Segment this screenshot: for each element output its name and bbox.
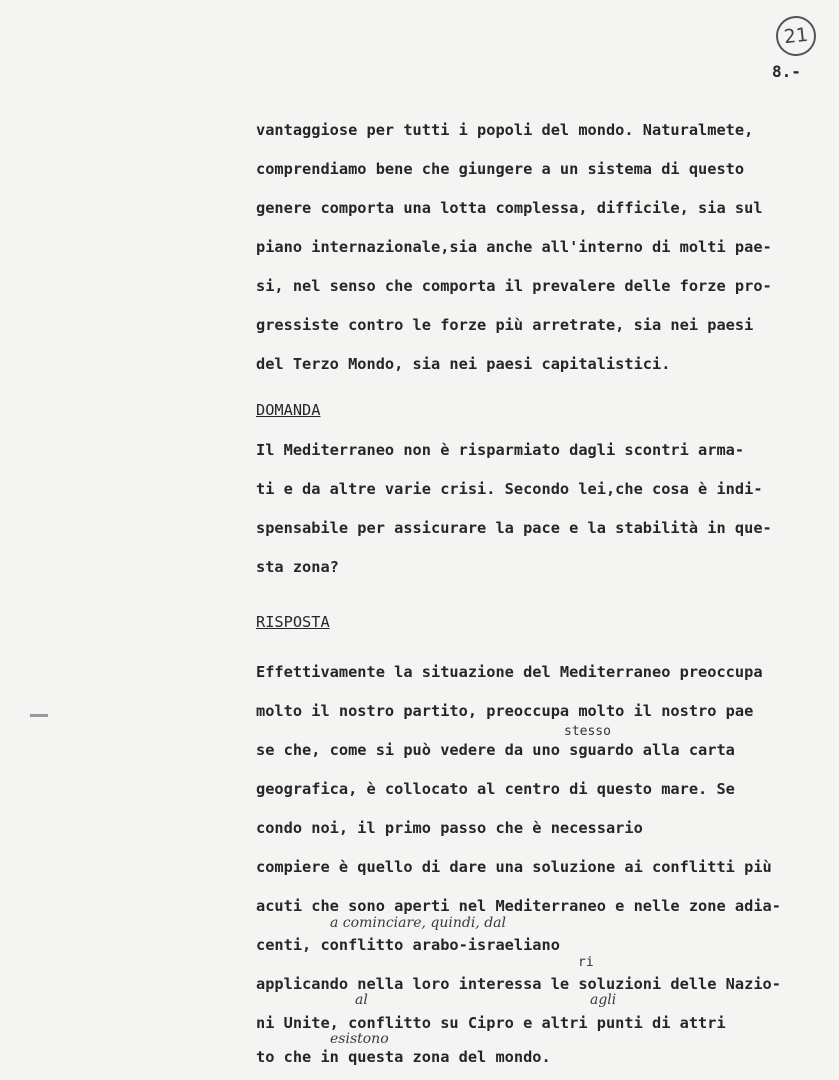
text-line: applicando nella loro interessa le soluzioni delle Nazio- [256, 975, 781, 993]
typed-insertion: ri [578, 955, 594, 970]
page-stamp: 21 [774, 14, 818, 58]
text-line: comprendiamo bene che giungere a un sistema di questo [256, 160, 745, 178]
text-line: spensabile per assicurare la pace e la stabilità in que- [256, 519, 772, 537]
text-line: compiere è quello di dare una soluzione ai conflitti più [256, 858, 772, 876]
question-heading: DOMANDA [256, 401, 321, 419]
text-line: molto il nostro partito, preoccupa molto il nostro pae [256, 702, 754, 720]
text-line: sta zona? [256, 558, 339, 576]
text-line: geografica, è collocato al centro di questo mare. Se [256, 780, 735, 798]
margin-mark [30, 714, 48, 717]
handwritten-insertion: esistono [330, 1031, 389, 1047]
typed-insertion: stesso [564, 724, 611, 739]
text-line: Il Mediterraneo non è risparmiato dagli scontri arma- [256, 441, 745, 459]
text-line: to che in questa zona del mondo. [256, 1048, 551, 1066]
text-line: Effettivamente la situazione del Mediterraneo preoccupa [256, 663, 763, 681]
page-number: 8.- [772, 62, 801, 81]
text-line: del Terzo Mondo, sia nei paesi capitalistici. [256, 355, 671, 373]
text-line: genere comporta una lotta complessa, difficile, sia sul [256, 199, 763, 217]
text-line: centi, conflitto arabo-israeliano [256, 936, 560, 954]
answer-heading: RISPOSTA [256, 613, 330, 631]
text-line: ti e da altre varie crisi. Secondo lei,che cosa è indi- [256, 480, 763, 498]
text-line: acuti che sono aperti nel Mediterraneo e nelle zone adia- [256, 897, 781, 915]
text-line: se che, come si può vedere da uno sguardo alla carta [256, 741, 735, 759]
text-line: condo noi, il primo passo che è necessario [256, 819, 643, 837]
handwritten-insertion: al [355, 992, 368, 1008]
text-line: si, nel senso che comporta il prevalere delle forze pro- [256, 277, 772, 295]
handwritten-insertion: a cominciare, quindi, dal [330, 915, 506, 931]
text-line: gressiste contro le forze più arretrate, sia nei paesi [256, 316, 754, 334]
text-line: piano internazionale,sia anche all'interno di molti pae- [256, 238, 772, 256]
text-line: vantaggiose per tutti i popoli del mondo. Naturalmete, [256, 121, 754, 139]
handwritten-insertion: agli [590, 992, 617, 1008]
text-line: ni Unite, conflitto su Cipro e altri punti di attri [256, 1014, 726, 1032]
